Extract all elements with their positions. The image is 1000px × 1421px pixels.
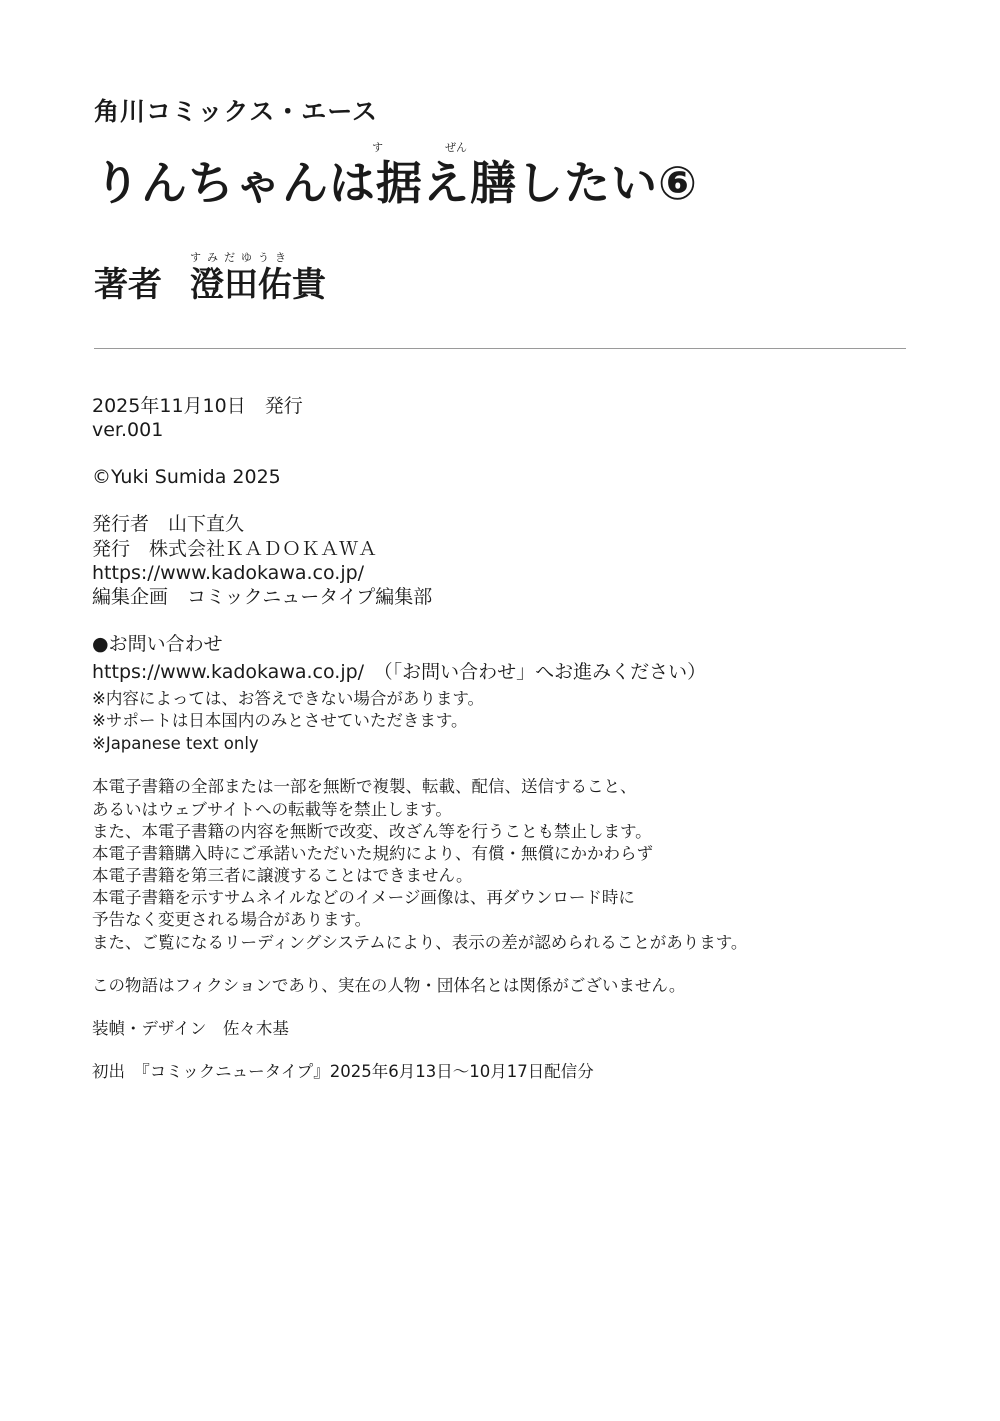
legal-line-5: 本電子書籍を第三者に譲渡することはできません。 [92, 866, 473, 885]
contact-note-3: ※Japanese text only [92, 734, 259, 753]
contact-heading: ●お問い合わせ [92, 633, 223, 655]
copyright: ©Yuki Sumida 2025 [92, 466, 281, 488]
legal-line-6: 本電子書籍を示すサムネイルなどのイメージ画像は、再ダウンロード時に [92, 888, 635, 907]
title-ruby-su: す [372, 141, 383, 154]
author-role: 著者 [94, 265, 162, 305]
author-line [94, 251, 326, 305]
author-block [94, 251, 326, 305]
title-ruby-zen: ぜん [445, 141, 467, 154]
publisher-company: 発行 株式会社ＫＡＤＯＫＡＷＡ [92, 538, 378, 560]
book-title [94, 141, 698, 210]
legal-line-1: 本電子書籍の全部または一部を無断で複製、転載、配信、送信すること、 [92, 777, 637, 796]
version: ver.001 [92, 419, 164, 441]
imprint-label: 角川コミックス・エース [94, 97, 379, 126]
legal-line-3: また、本電子書籍の内容を無断で改変、改ざん等を行うことも禁止します。 [92, 822, 652, 841]
design-credit: 装幀・デザイン 佐々木基 [92, 1019, 289, 1038]
contact-note-1: ※内容によっては、お答えできない場合があります。 [92, 689, 485, 708]
book-title-text: りんちゃんは据え膳したい⑥ [94, 156, 698, 210]
contact-note-2: ※サポートは日本国内のみとさせていただきます。 [92, 711, 468, 730]
legal-line-8: また、ご覧になるリーディングシステムにより、表示の差が認められることがあります。 [92, 933, 748, 952]
editorial-planning: 編集企画 コミックニュータイプ編集部 [92, 586, 433, 608]
author-name-ruby: すみだゆうき [190, 251, 292, 264]
author-name: 澄田佑貴 [190, 265, 326, 305]
issuer: 発行者 山下直久 [92, 513, 245, 535]
publication-date: 2025年11月10日 発行 [92, 395, 303, 417]
first-publication: 初出 『コミックニュータイプ』2025年6月13日～10月17日配信分 [92, 1062, 594, 1081]
divider-rule [94, 348, 906, 349]
publisher-url: https://www.kadokawa.co.jp/ [92, 562, 365, 584]
legal-line-7: 予告なく変更される場合があります。 [92, 910, 372, 929]
legal-line-2: あるいはウェブサイトへの転載等を禁止します。 [92, 800, 452, 819]
book-title-block [94, 141, 698, 210]
fiction-note: この物語はフィクションであり、実在の人物・団体名とは関係がございません。 [92, 976, 686, 995]
legal-line-4: 本電子書籍購入時にご承諾いただいた規約により、有償・無償にかかわらず [92, 844, 653, 863]
contact-url-line: https://www.kadokawa.co.jp/ （「お問い合わせ」へお進みください） [92, 661, 707, 683]
